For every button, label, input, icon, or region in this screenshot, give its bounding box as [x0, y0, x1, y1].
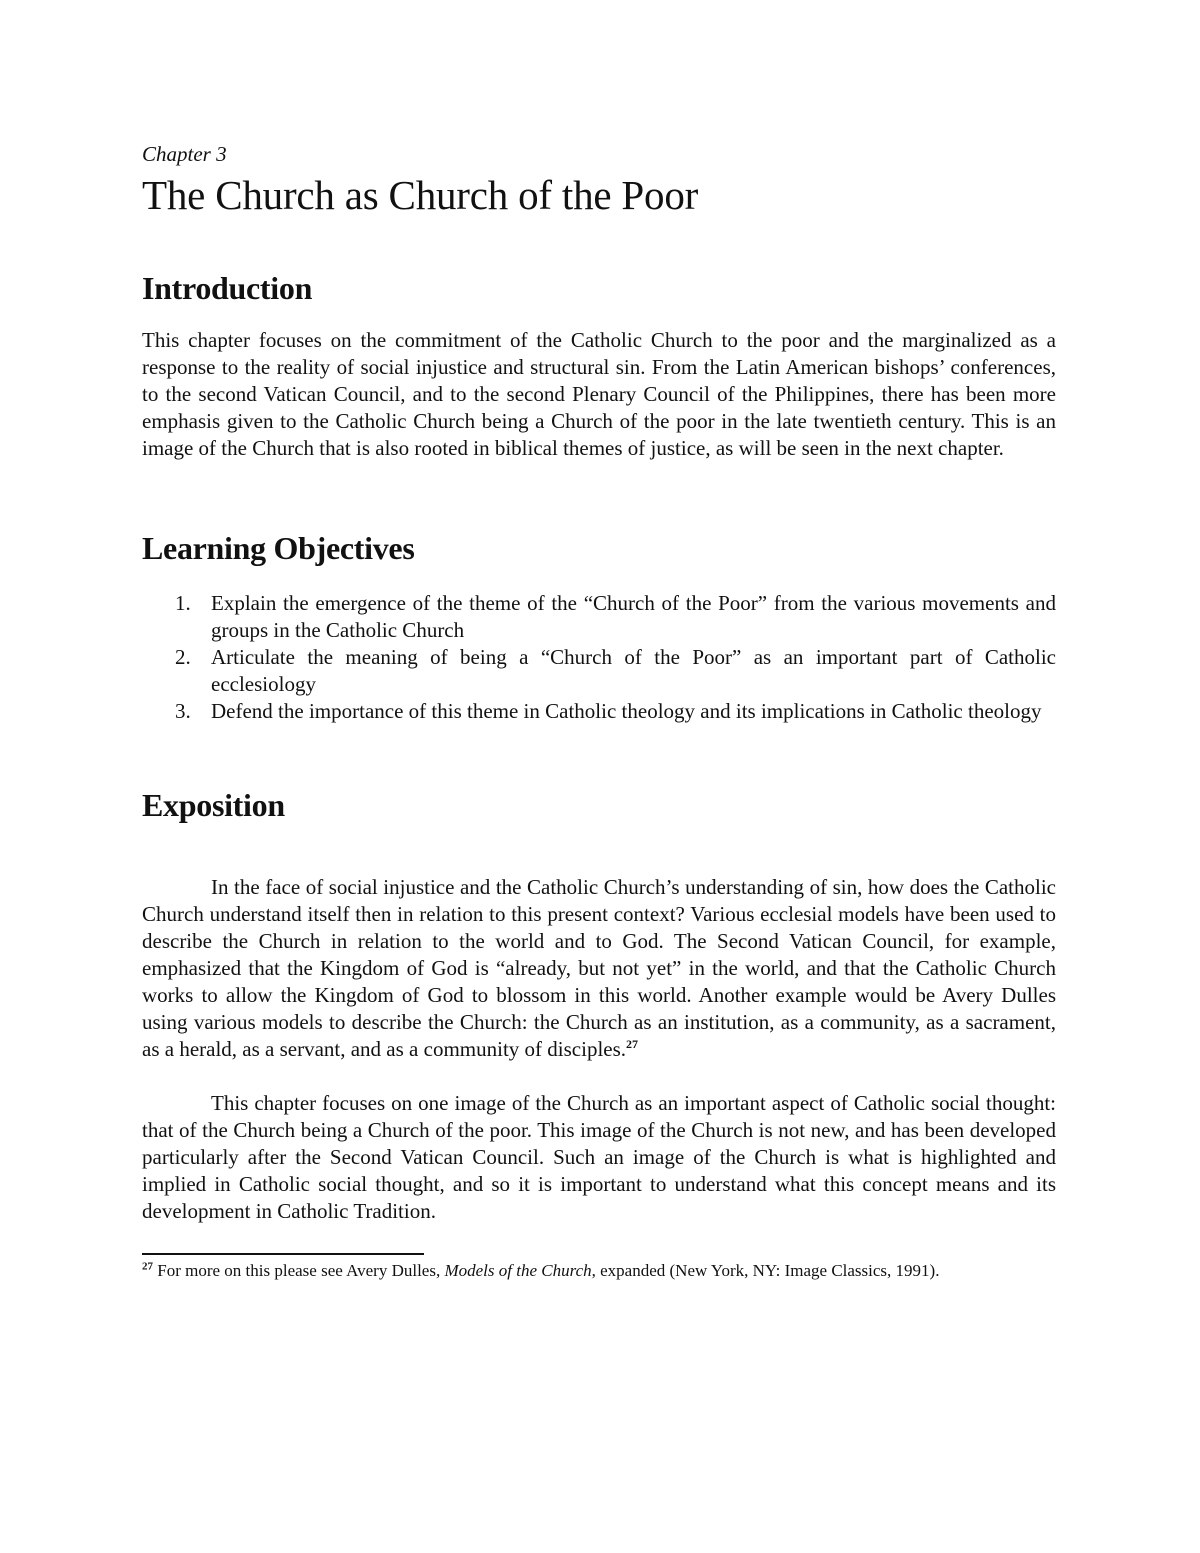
objective-number: 2. [175, 645, 191, 669]
footnote [142, 1260, 1056, 1282]
exposition-heading: Exposition [142, 787, 285, 823]
footnote-mark: 27 [142, 1260, 153, 1273]
learning-objective-item [142, 590, 1056, 644]
learning-objectives-list [142, 590, 1056, 725]
exposition-paragraph-1 [142, 874, 1056, 1063]
footnote-book-title: Models of the Church [444, 1261, 592, 1280]
document-page [142, 140, 1056, 1282]
footnote-text-before: For more on this please see Avery Dulles, [153, 1261, 445, 1280]
learning-objective-item [142, 698, 1056, 725]
objective-number: 3. [175, 699, 191, 723]
introduction-heading: Introduction [142, 270, 313, 306]
chapter-title: The Church as Church of the Poor [142, 172, 699, 218]
chapter-label: Chapter 3 [142, 142, 227, 166]
objective-text: Articulate the meaning of being a “Church of the Poor” as an important part of Catholic ecclesiology [211, 645, 1056, 696]
exposition-paragraph-2: This chapter focuses on one image of the Church as an important aspect of Catholic social thought: that of the Church being a Church of the poor. This image of the Church is not new, and has been developed particularly after the Second Vatican Council. Such an image of the Church is what is highlighted and implied in Catholic social thought, and so it is important to understand what this concept means and its development in Catholic Tradition. [142, 1091, 1056, 1223]
learning-objective-item [142, 644, 1056, 698]
objective-number: 1. [175, 591, 191, 615]
exposition-paragraph-1-text: In the face of social injustice and the Catholic Church’s understanding of sin, how does the Catholic Church understand itself then in relation to this present context? Various ecclesial models have been used to describe the Church in relation to the world and to God. The Second Vatican Council, for example, emphasized that the Kingdom of God is “already, but not yet” in the world, and that the Catholic Church works to allow the Kingdom of God to blossom in this world. Another example would be Avery Dulles using various models to describe the Church: the Church as an institution, as a community, as a sacrament, as a herald, as a servant, and as a community of disciples. [142, 875, 1056, 1061]
footnote-text-after: , expanded (New York, NY: Image Classics, 1991). [591, 1261, 940, 1280]
objective-text: Explain the emergence of the theme of the “Church of the Poor” from the various movements and groups in the Catholic Church [211, 591, 1056, 642]
learning-objectives-heading: Learning Objectives [142, 530, 415, 566]
introduction-paragraph: This chapter focuses on the commitment of the Catholic Church to the poor and the marginalized as a response to the reality of social injustice and structural sin. From the Latin American bishops’ conferences, to the second Vatican Council, and to the second Plenary Council of the Philippines, there has been more emphasis given to the Catholic Church being a Church of the poor in the late twentieth century. This is an image of the Church that is also rooted in biblical themes of justice, as will be seen in the next chapter. [142, 328, 1056, 460]
footnote-reference[interactable]: 27 [626, 1037, 639, 1051]
objective-text: Defend the importance of this theme in Catholic theology and its implications in Catholic theology [211, 699, 1042, 723]
footnote-divider [142, 1253, 424, 1255]
